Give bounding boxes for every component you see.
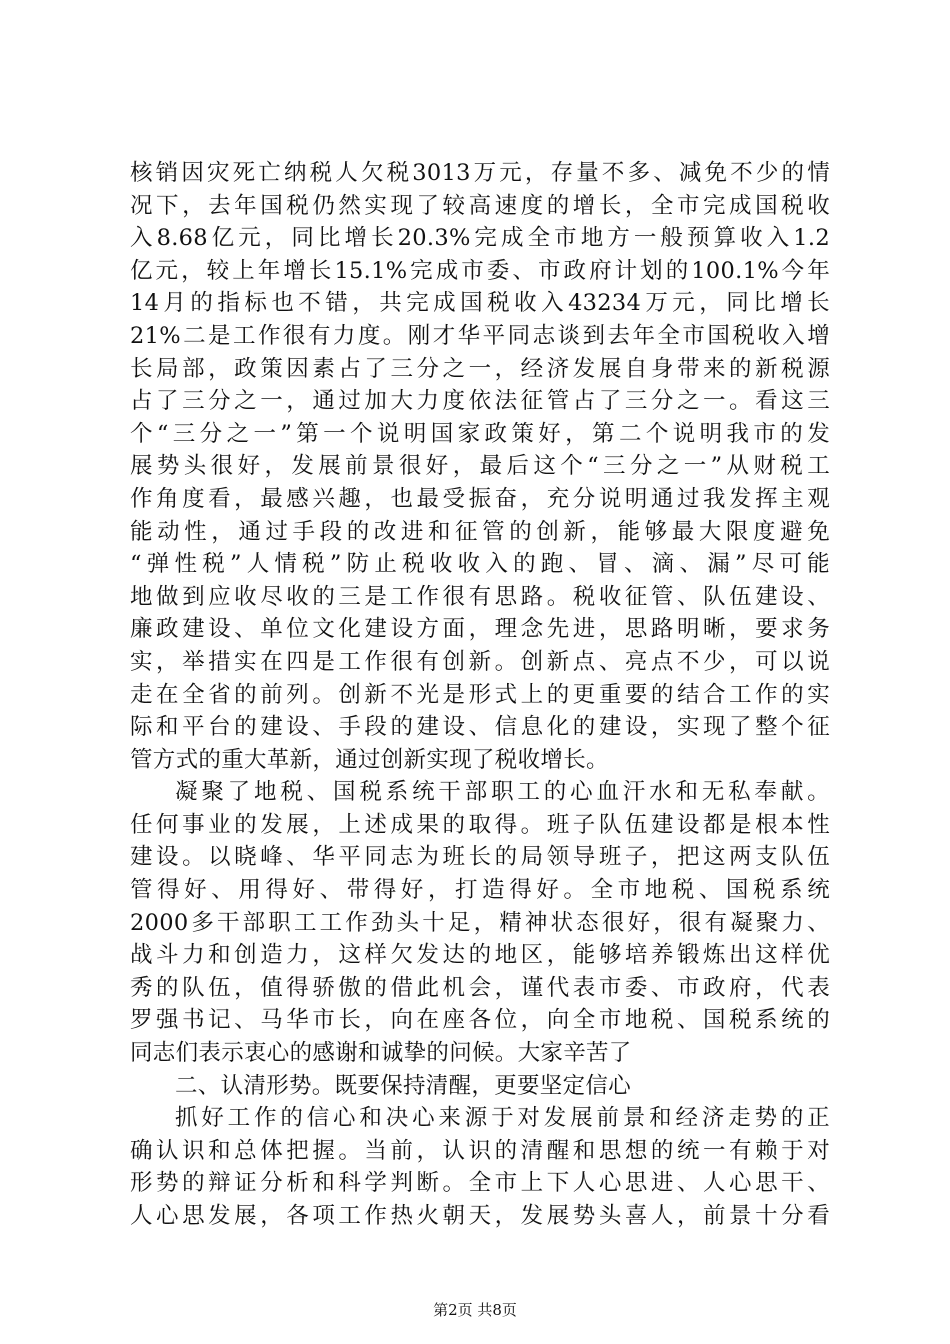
text-line: “弹性税”人情税”防止税收收入的跑、冒、滴、漏”尽可能 [130,551,830,578]
text-line: 廉政建设、单位文化建设方面，理念先进，思路明晰，要求务 [130,616,830,643]
text-line: 同志们表示衷心的感谢和诚挚的问候。大家辛苦了 [130,1040,632,1067]
text-line: 占了三分之一，通过加大力度依法征管占了三分之一。看这三 [130,388,830,415]
text-line: 形势的辩证分析和科学判断。全市上下人心思进、人心思干、 [130,1170,830,1197]
text-line: 人心思发展，各项工作热火朝天，发展势头喜人，前景十分看 [130,1203,830,1229]
text-line: 管得好、用得好、带得好，打造得好。全市地税、国税系统 [130,877,830,904]
page-number-footer: 第2页 共8页 [433,1301,517,1319]
text-line: 14月的指标也不错，共完成国税收入43234万元，同比增长 [130,290,830,317]
section-heading: 二、认清形势。既要保持清醒，更要坚定信心 [175,1072,632,1099]
text-line: 展势头很好，发展前景很好，最后这个“三分之一”从财税工 [130,453,830,480]
text-line: 21%二是工作很有力度。刚才华平同志谈到去年全市国税收入增 [130,322,830,349]
text-line: 实，举措实在四是工作很有创新。创新点、亮点不少，可以说 [130,648,830,675]
text-line: 亿元，较上年增长15.1%完成市委、市政府计划的100.1%今年 [130,257,830,284]
text-line: 入8.68亿元，同比增长20.3%完成全市地方一般预算收入1.2 [130,225,830,252]
text-line: 个“三分之一”第一个说明国家政策好，第二个说明我市的发 [130,420,830,447]
text-line: 秀的队伍，值得骄傲的借此机会，谨代表市委、市政府，代表 [130,974,830,1001]
text-line: 况下，去年国税仍然实现了较高速度的增长，全市完成国税收 [130,192,830,219]
text-line: 确认识和总体把握。当前，认识的清醒和思想的统一有赖于对 [130,1137,830,1164]
text-line: 管方式的重大革新，通过创新实现了税收增长。 [130,746,609,773]
text-line: 作角度看，最感兴趣，也最受振奋，充分说明通过我发挥主观 [130,485,830,512]
text-line: 任何事业的发展，上述成果的取得。班子队伍建设都是根本性 [130,811,830,838]
body-text [130,157,830,1233]
text-line: 战斗力和创造力，这样欠发达的地区，能够培养锻炼出这样优 [130,942,830,969]
text-line: 建设。以晓峰、华平同志为班长的局领导班子，把这两支队伍 [130,844,830,871]
text-line: 2000多干部职工工作劲头十足，精神状态很好，很有凝聚力、 [130,909,830,936]
text-line: 核销因灾死亡纳税人欠税3013万元，存量不多、减免不少的情 [130,160,830,186]
text-line: 能动性，通过手段的改进和征管的创新，能够最大限度避免 [130,518,830,545]
text-line: 际和平台的建设、手段的建设、信息化的建设，实现了整个征 [130,714,830,741]
paragraph-first-line: 凝聚了地税、国税系统干部职工的心血汗水和无私奉献。 [175,779,830,806]
text-line: 地做到应收尽收的三是工作很有思路。税收征管、队伍建设、 [130,583,830,610]
text-line: 走在全省的前列。创新不光是形式上的更重要的结合工作的实 [130,681,830,708]
paragraph-first-line: 抓好工作的信心和决心来源于对发展前景和经济走势的正 [175,1105,830,1132]
text-line: 罗强书记、马华市长，向在座各位，向全市地税、国税系统的 [130,1007,830,1034]
text-line: 长局部，政策因素占了三分之一，经济发展自身带来的新税源 [130,355,830,382]
